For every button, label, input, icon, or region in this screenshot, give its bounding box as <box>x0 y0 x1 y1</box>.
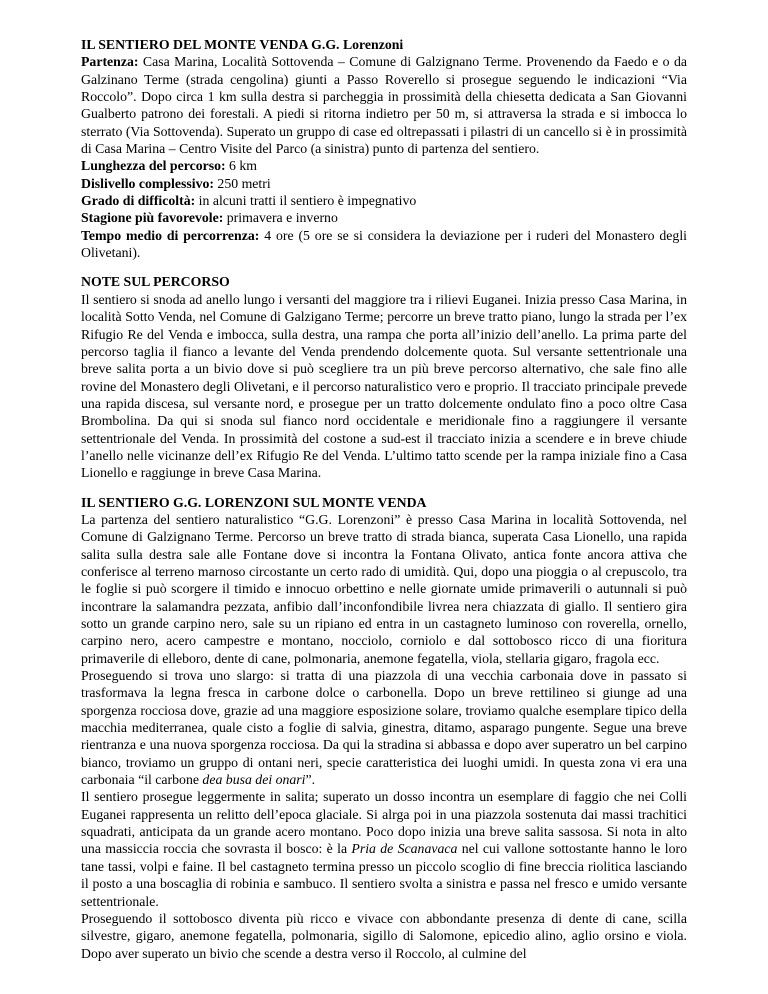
section-gap <box>81 482 687 494</box>
section-gap <box>81 261 687 273</box>
section-title-sentiero-monte-venda: IL SENTIERO DEL MONTE VENDA G.G. Lorenzoni <box>81 37 404 52</box>
partenza-text: Casa Marina, Località Sottovenda – Comune di Galzignano Terme. Provenendo da Faedo e o da Galzinano Terme (strada cengolina) giunti a Passo Roverello si prosegue seguendo le indicazioni “Via Roccolo”. Dopo circa 1 km sulla destra si parcheggia in prossimità della chiesetta dedicata a San Giovanni Gualberto patrono dei forestali. A piedi si ritorna indietro per 50 m, si attraversa la strada e si imbocca lo sterrato (Via Sottovenda). Superato un gruppo di case ed oltrepassati i pilastri di un cancello si è in prossimità di Casa Marina – Centro Visite del Parco (a sinistra) punto di partenza del sentiero. <box>81 54 687 157</box>
info-value: 250 metri <box>213 175 271 191</box>
info-dislivello <box>81 175 687 192</box>
info-value: primavera e inverno <box>223 210 338 226</box>
info-label: Stagione più favorevole: <box>81 210 224 226</box>
partenza-paragraph <box>81 53 687 157</box>
info-tempo <box>81 227 687 262</box>
paragraph-text: Proseguendo si trova uno slargo: si tratta di una piazzola di una vecchia carbonaia dove in passato si trasformava la legna fresca in carbone dolce o carbonella. Dopo un breve rettilineo si giunge ad una sporgenza rocciosa dove, grazie ad una maggiore esposizione solare, troviamo qualche esemplare tipico della macchia mediterranea, quale cisto a foglie di salvia, ginestra, ditamo, asparago pungente. Segue una breve rientranza e una nuova sporgenza rocciosa. Da qui la stradina si abbassa e dopo aver superatro un bel carpino bianco, troviamo un gruppo di ontani neri, specie caratteristica dei luoghi umidi. In questa zona vi era una carbonaia “il carbone <box>81 668 687 788</box>
info-value: 4 ore (5 ore se si considera la deviazione per i ruderi del Monastero degli Olivetani). <box>81 227 687 261</box>
lorenzoni-paragraph-3 <box>81 788 687 909</box>
info-label: Lunghezza del percorso: <box>81 158 226 174</box>
section-title-sentiero-lorenzoni: IL SENTIERO G.G. LORENZONI SUL MONTE VENDA <box>81 494 427 510</box>
italic-place-name: Pria de Scanavaca <box>351 841 458 857</box>
info-value: in alcuni tratti il sentiero è impegnativo <box>195 193 417 209</box>
info-label: Grado di difficoltà: <box>81 193 196 209</box>
note-percorso-paragraph: Il sentiero si snoda ad anello lungo i versanti del maggiore tra i rilievi Euganei. Inizia presso Casa Marina, in località Sotto Venda, nel Comune di Galzigano Terme; percorre un breve tratto piano, lungo la strada per l’ex Rifugio Re del Venda e imbocca, sulla destra, una rampa che porta all’inizio dell’anello. La prima parte del percorso taglia il fianco a levante del Venda prendendo dolcemente quota. Sul versante settentrionale una breve salita porta a un bivio dove si può scegliere tra un più breve percorso alternativo, che sale fino alle rovine del Monastero degli Olivetani, e il percorso naturalistico vero e proprio. Il tracciato principale prevede una rapida discesa, sul versante nord, e prosegue per un tratto dolcemente ondulato fino a poco oltre Casa Brombolina. Da qui si snoda sul fianco nord occidentale e meridionale fino a raggiungere il versante settentrionale del Venda. In prossimità del costone a sud-est il tracciato inizia a scendere e in breve chiude l’anello nelle vicinanze dell’ex Rifugio Re del Venda. L’ultimo tatto scende per la rampa iniziale fino a Casa Lionello e raggiunge in breve Casa Marina. <box>81 291 687 481</box>
partenza-label: Partenza: <box>81 54 139 70</box>
lorenzoni-paragraph-2 <box>81 667 687 788</box>
italic-place-name: dea busa dei onari <box>202 772 306 788</box>
info-label: Tempo medio di percorrenza: <box>81 227 260 243</box>
paragraph-text: nel cui vallone sottostante hanno le loro tane tassi, volpi e faine. Il bel castagneto termina presso un piccolo scoglio di fine breccia riolitica lasciando il posto a una boscaglia di robinia e sambuco. Il sentiero svolta a sinistra e passa nel fresco e umido versante settentrionale. <box>81 841 687 909</box>
info-value: 6 km <box>225 158 258 174</box>
info-label: Dislivello complessivo: <box>81 175 214 191</box>
paragraph-text: Il sentiero prosegue leggermente in salita; superato un dosso incontra un esemplare di faggio che nei Colli Euganei rappresenta un relitto dell’epoca glaciale. Si alrga poi in una piazzola sostenuta dai massi trachitici squadrati, anticipata da un grande acero montano. Poco dopo inizia una breve salita sassosa. Si nota in alto una massiccia roccia che sovrasta il bosco: è la <box>81 789 687 857</box>
lorenzoni-paragraph-4: Proseguendo il sottobosco diventa più ricco e vivace con abbondante presenza di dente di cane, scilla silvestre, gigaro, anemone fegatella, polmonaria, sigillo di Salomone, epicedio alino, aglio orsino e viola. Dopo aver superato un bivio che scende a destra verso il Roccolo, al culmine del <box>81 910 687 961</box>
section-title-note-percorso: NOTE SUL PERCORSO <box>81 274 230 290</box>
lorenzoni-paragraph-1: La partenza del sentiero naturalistico “G.G. Lorenzoni” è presso Casa Marina in località Sottovenda, nel Comune di Galzignano Terme. Percorso un breve tratto di strada bianca, superata Casa Lionello, una rapida salita sulla destra sale alle Fontane dove si incontra la Fontana Olivato, antica fonte ancora attiva che conferisce al terreno marnoso circostante un certo rado di umidità. Qui, dopo una pioggia o al crepuscolo, tra le foglie si può scorgere il timido e innocuo orbettino e nelle giornate umide primaverili o autunnali si può incontrare la salamandra pezzata, anfibio dall’inconfondibile livrea nera chiazzata di giallo. Il sentiero gira sotto un grande carpino nero, sale su un ripiano ed entra in un castagneto luminoso con roverella, ornello, carpino nero, acero campestre e montano, nocciolo, corniolo e dal sottobosco ricco di una fioritura primaverile di elleboro, dente di cane, polmonaria, anemone fegatella, viola, stellaria gigaro, fragola ecc. <box>81 511 687 666</box>
paragraph-text: ”. <box>305 772 316 788</box>
info-stagione <box>81 209 687 226</box>
info-difficolta <box>81 192 687 209</box>
info-lunghezza <box>81 157 687 174</box>
